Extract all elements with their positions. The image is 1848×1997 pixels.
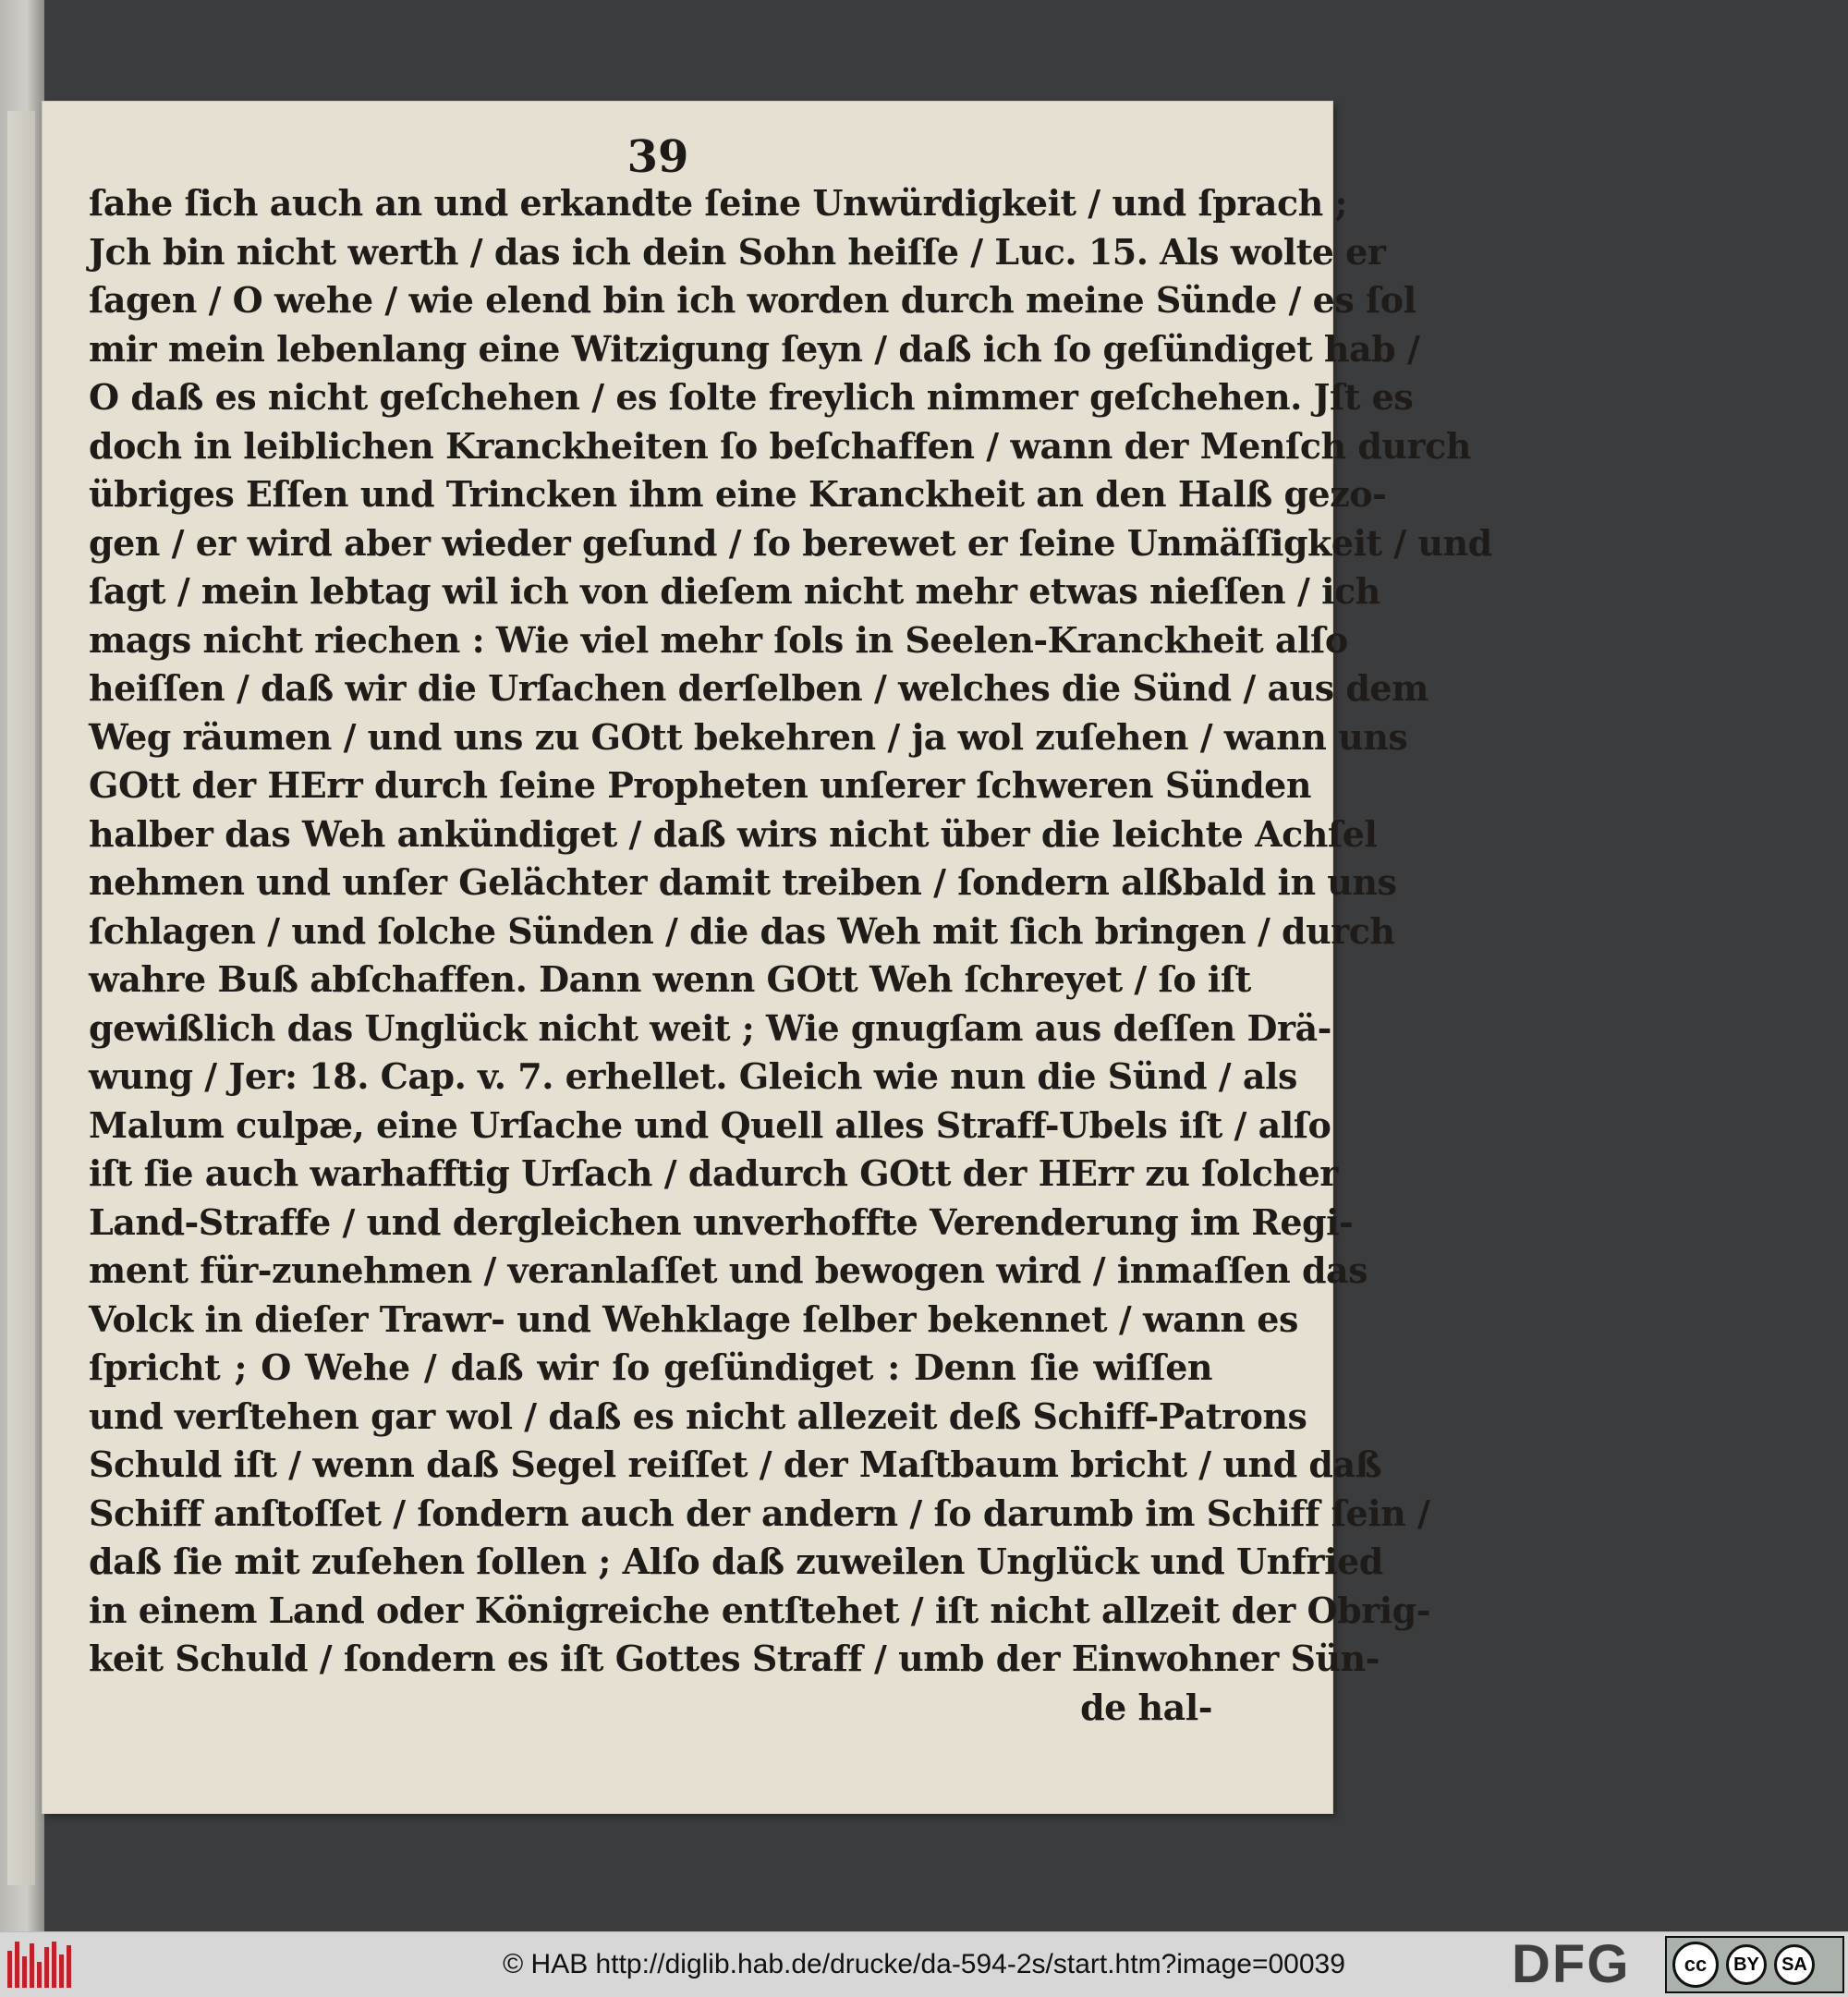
text-line: nehmen und unſer Gelächter damit treiben / ſondern alßbald in uns: [89, 861, 1397, 903]
text-line: doch in leiblichen Kranckheiten ſo beſchaffen / wann der Menſch durch: [89, 424, 1471, 467]
page-edge-strip: [7, 111, 35, 1885]
text-line: Jch bin nicht werth / das ich dein Sohn heiſſe / Luc. 15. Als wolte er: [89, 230, 1386, 273]
cc-icon: cc: [1672, 1942, 1719, 1988]
text-line: ſpricht ; O Wehe / daß wir ſo geſündiget : Denn ſie wiſſen: [89, 1346, 1212, 1388]
text-line: gen / er wird aber wieder geſund / ſo berewet er ſeine Unmäſſigkeit / und: [89, 521, 1492, 564]
text-line: übriges Eſſen und Trincken ihm eine Kranckheit an den Halß gezo-: [89, 473, 1387, 515]
text-line: gewißlich das Unglück nicht weit ; Wie gnugſam aus deſſen Drä-: [89, 1006, 1331, 1049]
text-line: daß ſie mit zuſehen ſollen ; Alſo daß zuweilen Unglück und Unfried: [89, 1540, 1383, 1582]
copyright-link[interactable]: © HAB http://diglib.hab.de/drucke/da-594-2s/start.htm?image=00039: [503, 1949, 1345, 1979]
text-line: ment für-zunehmen / veranlaſſet und bewogen wird / inmaſſen das: [89, 1249, 1368, 1291]
text-line: GOtt der HErr durch ſeine Propheten unſerer ſchweren Sünden: [89, 764, 1311, 806]
text-line: mags nicht riechen : Wie viel mehr ſols in Seelen-Kranckheit alſo: [89, 618, 1348, 661]
text-line: ſagt / mein lebtag wil ich von dieſem nicht mehr etwas nieſſen / ich: [89, 570, 1380, 612]
text-line: iſt ſie auch warhafftig Urſach / dadurch GOtt der HErr zu ſolcher: [89, 1152, 1338, 1194]
text-line: heiſſen / daß wir die Urſachen derſelben / welches die Sünd / aus dem: [89, 667, 1429, 709]
text-line: ſahe ſich auch an und erkandte ſeine Unwürdigkeit / und ſprach ;: [89, 182, 1348, 224]
text-line: halber das Weh ankündiget / daß wirs nicht über die leichte Achſel: [89, 812, 1378, 855]
viewer-footer: [0, 1931, 1848, 1997]
text-line: wahre Buß abſchaffen. Dann wenn GOtt Weh ſchreyet / ſo iſt: [89, 958, 1251, 1000]
text-line: Schiff anſtoſſet / ſondern auch der andern / ſo darumb im Schiff ſein /: [89, 1492, 1430, 1534]
text-line: O daß es nicht geſchehen / es ſolte freylich nimmer geſchehen. Jſt es: [89, 376, 1414, 418]
text-line: ſchlagen / und ſolche Sünden / die das Weh mit ſich bringen / durch: [89, 909, 1395, 952]
text-line: Land-Straffe / und dergleichen unverhoffte Verenderung im Regi-: [89, 1200, 1354, 1243]
scanned-page: [43, 102, 1492, 1813]
text-line: Malum culpæ, eine Urſache und Quell alles Straff-Ubels iſt / alſo: [89, 1103, 1331, 1146]
text-line: und verſtehen gar wol / daß es nicht allezeit deß Schiff-Patrons: [89, 1394, 1307, 1437]
text-line: wung / Jer: 18. Cap. v. 7. erhellet. Gleich wie nun die Sünd / als: [89, 1055, 1297, 1097]
dfg-logo[interactable]: DFG: [1512, 1934, 1631, 1994]
text-line: Schuld iſt / wenn daß Segel reiſſet / der Maſtbaum bricht / und daß: [89, 1443, 1381, 1485]
adjacent-page-edge: [0, 0, 44, 1931]
text-line: Volck in dieſer Trawr- und Wehklage ſelber bekennet / wann es: [89, 1297, 1298, 1340]
text-line: in einem Land oder Königreiche entſtehet / iſt nicht allzeit der Obrig-: [89, 1589, 1430, 1631]
sa-icon: SA: [1774, 1944, 1815, 1985]
by-icon: BY: [1726, 1944, 1767, 1985]
catchword: de hal-: [1080, 1686, 1212, 1728]
cc-by-sa-icon[interactable]: [1665, 1936, 1844, 1993]
text-line: Weg räumen / und uns zu GOtt bekehren / ja wol zuſehen / wann uns: [89, 715, 1408, 758]
page-text: [89, 179, 1492, 1732]
text-line: ſagen / O wehe / wie elend bin ich worden durch meine Sünde / es ſol: [89, 279, 1416, 321]
page-number: 39: [626, 131, 689, 183]
text-line: keit Schuld / ſondern es iſt Gottes Straff / umb der Einwohner Sün-: [89, 1638, 1380, 1679]
text-line: mir mein lebenlang eine Witzigung ſeyn / daß ich ſo geſündiget hab /: [89, 327, 1420, 370]
